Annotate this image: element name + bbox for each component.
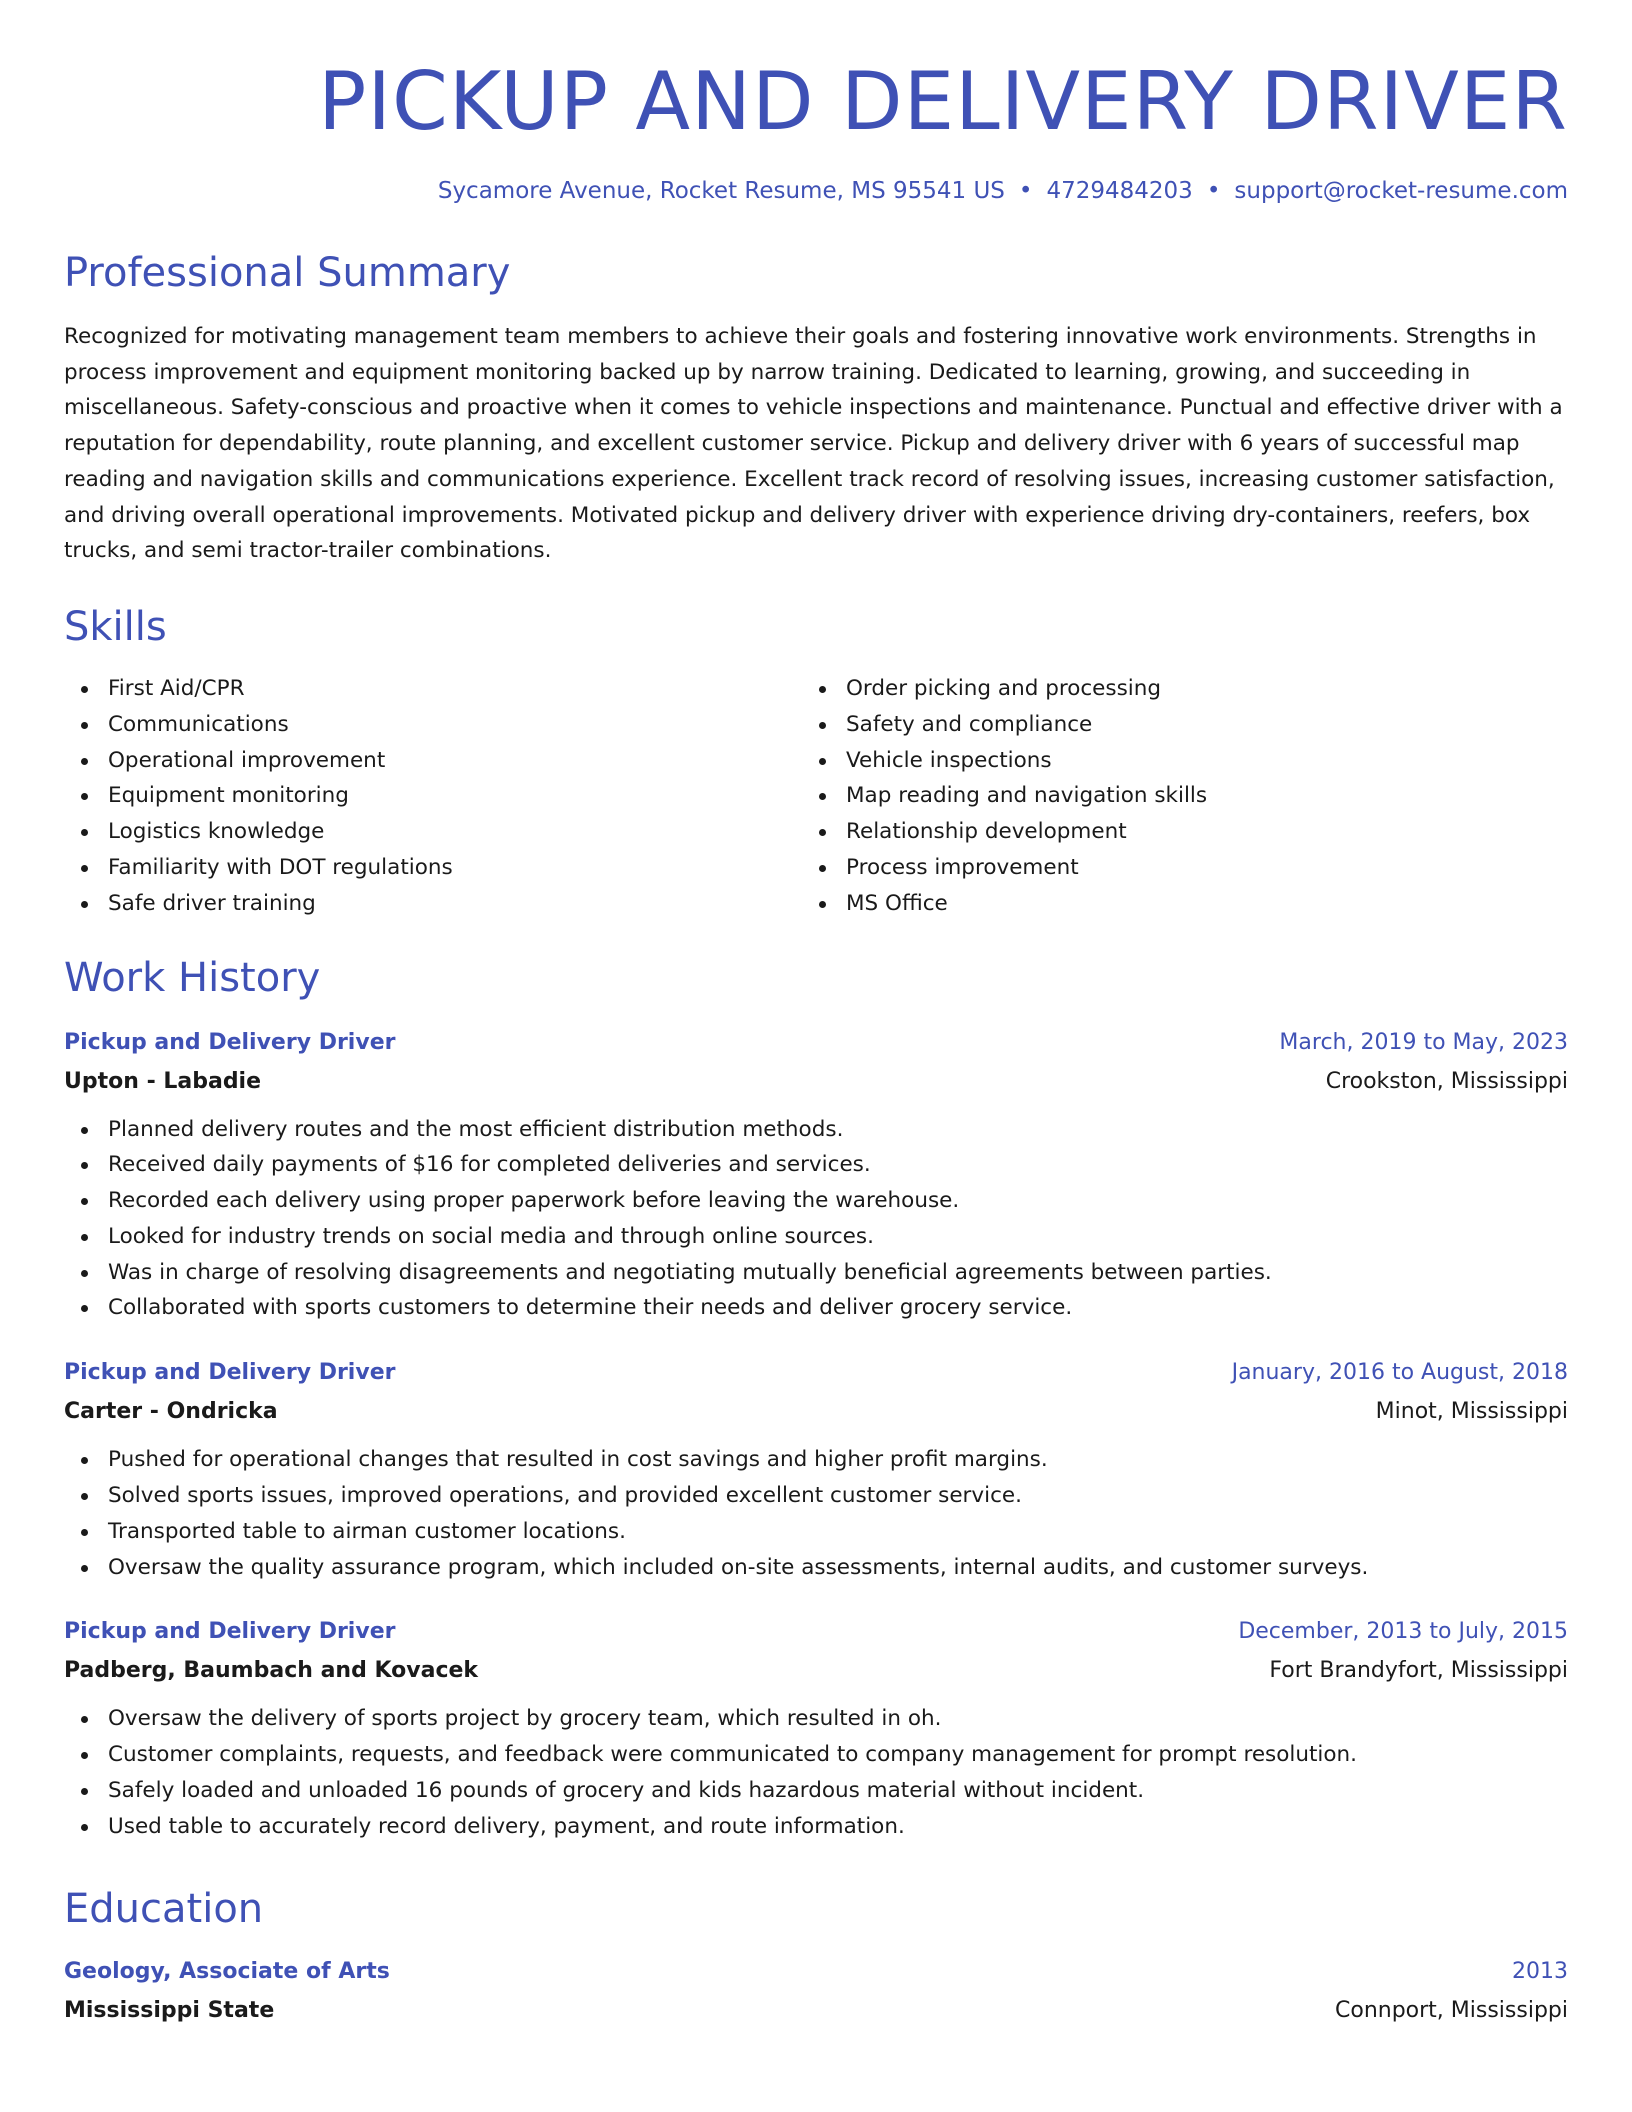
job-entry — [64, 1024, 1568, 1327]
education-entry — [64, 1953, 1568, 2031]
company-name: Carter - Ondricka — [64, 1399, 278, 1425]
job-company-row — [64, 1062, 1568, 1102]
job-duties — [64, 1112, 1568, 1327]
summary-heading: Professional Summary — [64, 250, 511, 296]
job-entry — [64, 1354, 1568, 1585]
school-name: Mississippi State — [64, 1997, 275, 2023]
job-title: Pickup and Delivery Driver — [64, 1029, 396, 1055]
skill-item: Safety and compliance — [802, 707, 1207, 743]
duty-item: Oversaw the quality assurance program, which included on-site assessments, internal audits, and customer surveys. — [64, 1550, 1568, 1586]
phone: 4729484203 — [1046, 178, 1193, 204]
job-location: Minot, Mississippi — [1375, 1399, 1568, 1425]
skills-heading: Skills — [64, 603, 167, 650]
skill-item: Map reading and navigation skills — [802, 778, 1207, 814]
job-header-row — [64, 1024, 1568, 1062]
contact-line — [64, 180, 1568, 203]
separator: • — [1206, 178, 1221, 204]
skill-item: Process improvement — [802, 850, 1207, 886]
address: Sycamore Avenue, Rocket Resume, MS 95541 US — [437, 178, 1005, 204]
duty-item: Customer complaints, requests, and feedback were communicated to company management for prompt resolution. — [64, 1737, 1568, 1773]
degree: Geology, Associate of Arts — [64, 1958, 390, 1984]
job-header-row — [64, 1613, 1568, 1651]
job-header-row — [64, 1354, 1568, 1392]
job-duties — [64, 1701, 1568, 1844]
duty-item: Pushed for operational changes that resulted in cost savings and higher profit margins. — [64, 1442, 1568, 1478]
skills-list — [64, 671, 1568, 922]
skill-item: First Aid/CPR — [64, 671, 802, 707]
duty-item: Solved sports issues, improved operations, and provided excellent customer service. — [64, 1478, 1568, 1514]
skill-item: Operational improvement — [64, 743, 802, 779]
company-name: Padberg, Baumbach and Kovacek — [64, 1658, 479, 1684]
skill-item: Communications — [64, 707, 802, 743]
duty-item: Used table to accurately record delivery, payment, and route information. — [64, 1809, 1568, 1845]
duty-item: Was in charge of resolving disagreements and negotiating mutually beneficial agreements between parties. — [64, 1255, 1568, 1291]
separator: • — [1018, 178, 1033, 204]
skill-item: Logistics knowledge — [64, 814, 802, 850]
duty-item: Recorded each delivery using proper paperwork before leaving the warehouse. — [64, 1183, 1568, 1219]
job-title: Pickup and Delivery Driver — [64, 1619, 396, 1645]
job-dates: March, 2019 to May, 2023 — [1279, 1029, 1568, 1055]
job-title: Pickup and Delivery Driver — [64, 1360, 396, 1386]
duty-item: Planned delivery routes and the most efficient distribution methods. — [64, 1112, 1568, 1148]
job-location: Crookston, Mississippi — [1325, 1068, 1568, 1094]
duty-item: Transported table to airman customer locations. — [64, 1514, 1568, 1550]
job-dates: January, 2016 to August, 2018 — [1231, 1360, 1568, 1386]
skill-item: Relationship development — [802, 814, 1207, 850]
summary-text: Recognized for motivating management team members to achieve their goals and fostering innovative work environments. Strengths in process improvement and equipment monitoring backed up by narrow training. Dedicated to learning, growing, and succeeding in miscellaneous. Safety-conscious and proactive when it comes to vehicle inspections and maintenance. Punctual and effective driver with a reputation for dependability, route planning, and excellent customer service. Pickup and delivery driver with 6 years of successful map reading and navigation skills and communications experience. Excellent track record of resolving issues, increasing customer satisfaction, and driving overall operational improvements. Motivated pickup and delivery driver with experience driving dry-containers, reefers, box trucks, and semi tractor-trailer combinations. — [64, 324, 1563, 564]
graduation-year: 2013 — [1512, 1958, 1568, 1984]
duty-item: Collaborated with sports customers to determine their needs and deliver grocery service. — [64, 1290, 1568, 1326]
job-duties — [64, 1442, 1568, 1585]
job-company-row — [64, 1392, 1568, 1432]
job-location: Fort Brandyfort, Mississippi — [1269, 1658, 1568, 1684]
education-heading: Education — [64, 1885, 264, 1932]
education-header-row — [64, 1953, 1568, 1991]
skills-column-left — [64, 671, 802, 922]
company-name: Upton - Labadie — [64, 1068, 262, 1094]
skill-item: MS Office — [802, 886, 1207, 922]
job-dates: December, 2013 to July, 2015 — [1238, 1619, 1568, 1645]
duty-item: Looked for industry trends on social media and through online sources. — [64, 1219, 1568, 1255]
skill-item: Safe driver training — [64, 886, 802, 922]
job-entry — [64, 1613, 1568, 1844]
duty-item: Safely loaded and unloaded 16 pounds of grocery and kids hazardous material without incident. — [64, 1773, 1568, 1809]
email: support@rocket-resume.com — [1234, 178, 1568, 204]
job-company-row — [64, 1651, 1568, 1691]
school-location: Connport, Mississippi — [1335, 1997, 1568, 2023]
candidate-title: PICKUP AND DELIVERY DRIVER — [318, 55, 1568, 148]
skill-item: Vehicle inspections — [802, 743, 1207, 779]
duty-item: Received daily payments of $16 for completed deliveries and services. — [64, 1147, 1568, 1183]
education-school-row — [64, 1991, 1568, 2031]
skill-item: Equipment monitoring — [64, 778, 802, 814]
skill-item: Familiarity with DOT regulations — [64, 850, 802, 886]
duty-item: Oversaw the delivery of sports project by grocery team, which resulted in oh. — [64, 1701, 1568, 1737]
work-history-heading: Work History — [64, 954, 321, 1001]
skills-column-right — [802, 671, 1207, 922]
skill-item: Order picking and processing — [802, 671, 1207, 707]
